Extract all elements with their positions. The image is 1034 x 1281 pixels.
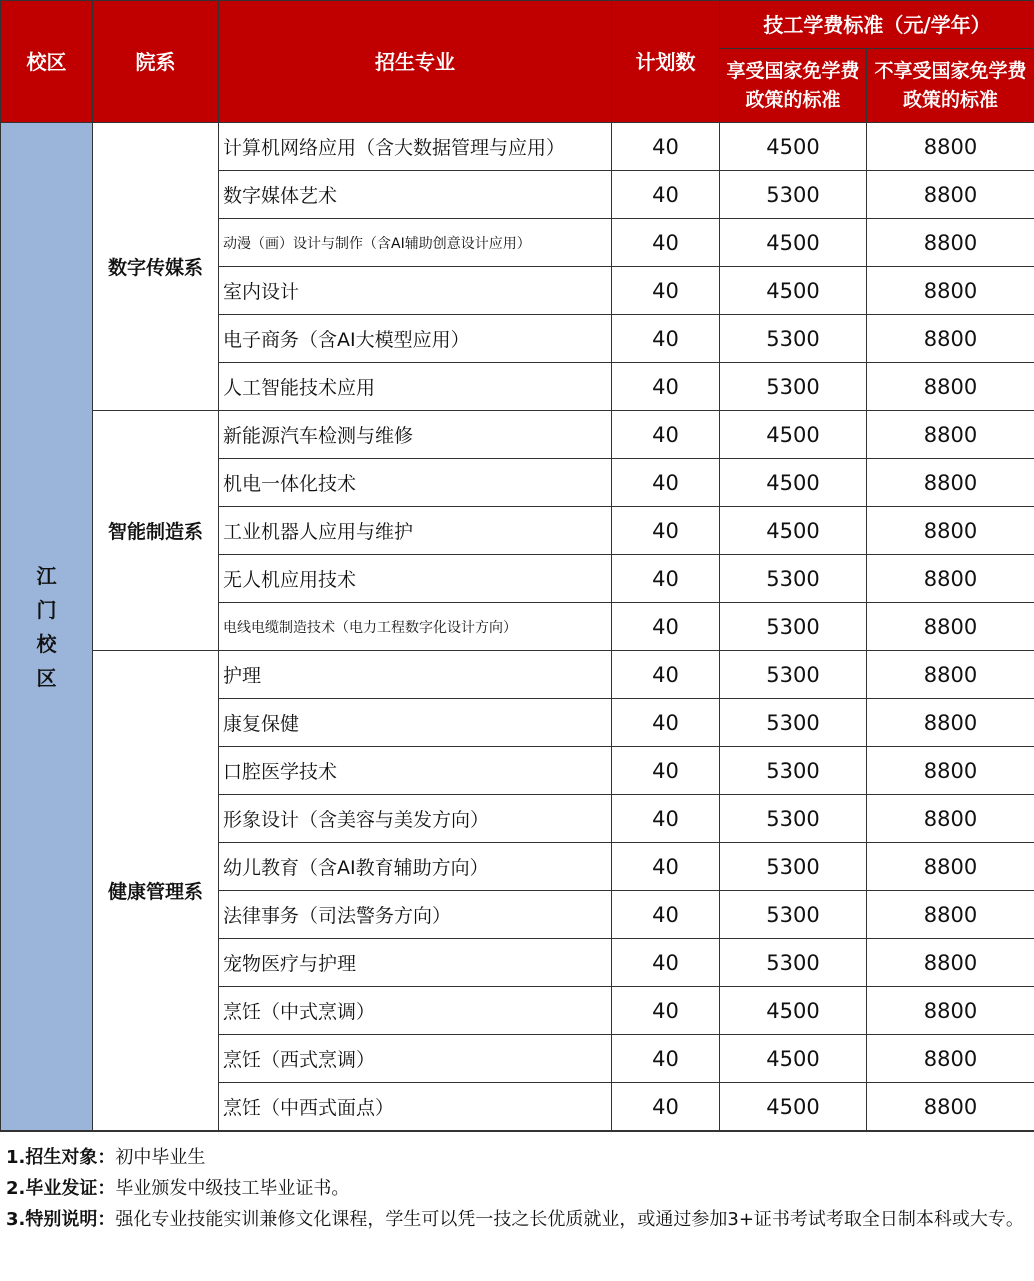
table-body (1, 123, 1034, 1131)
fee-not-exempt-cell: 8800 (867, 507, 1034, 555)
fee-not-exempt-cell: 8800 (867, 363, 1034, 411)
fee-not-exempt-cell: 8800 (867, 267, 1034, 315)
department-cell: 智能制造系 (93, 411, 219, 651)
plan-cell: 40 (612, 891, 720, 939)
note-text: 初中毕业生 (115, 1147, 206, 1168)
fee-not-exempt-cell: 8800 (867, 315, 1034, 363)
fee-exempt-cell: 4500 (720, 1083, 867, 1131)
major-cell: 法律事务（司法警务方向） (219, 891, 612, 939)
major-cell: 数字媒体艺术 (219, 171, 612, 219)
table-row (1, 411, 1034, 459)
plan-cell: 40 (612, 747, 720, 795)
header-major: 招生专业 (219, 1, 612, 123)
plan-cell: 40 (612, 987, 720, 1035)
plan-cell: 40 (612, 171, 720, 219)
plan-cell: 40 (612, 363, 720, 411)
fee-not-exempt-cell: 8800 (867, 123, 1034, 171)
fee-exempt-cell: 5300 (720, 171, 867, 219)
fee-not-exempt-cell: 8800 (867, 459, 1034, 507)
fee-exempt-cell: 5300 (720, 699, 867, 747)
fee-not-exempt-cell: 8800 (867, 987, 1034, 1035)
note-certificate (6, 1173, 1028, 1204)
major-cell: 电子商务（含AI大模型应用） (219, 315, 612, 363)
major-cell: 形象设计（含美容与美发方向） (219, 795, 612, 843)
fee-exempt-cell: 5300 (720, 939, 867, 987)
major-cell: 机电一体化技术 (219, 459, 612, 507)
major-cell: 烹饪（中西式面点） (219, 1083, 612, 1131)
fee-exempt-cell: 5300 (720, 843, 867, 891)
fee-not-exempt-cell: 8800 (867, 1035, 1034, 1083)
fee-not-exempt-cell: 8800 (867, 891, 1034, 939)
fee-not-exempt-cell: 8800 (867, 651, 1034, 699)
fee-exempt-cell: 5300 (720, 363, 867, 411)
plan-cell: 40 (612, 219, 720, 267)
plan-cell: 40 (612, 1035, 720, 1083)
plan-cell: 40 (612, 459, 720, 507)
major-cell: 护理 (219, 651, 612, 699)
major-cell: 烹饪（中式烹调） (219, 987, 612, 1035)
fee-exempt-cell: 5300 (720, 747, 867, 795)
note-label: 2.毕业发证： (6, 1178, 116, 1199)
fee-not-exempt-cell: 8800 (867, 219, 1034, 267)
fee-not-exempt-cell: 8800 (867, 939, 1034, 987)
note-label: 3.特别说明： (6, 1209, 116, 1230)
fee-exempt-cell: 4500 (720, 459, 867, 507)
note-target (6, 1142, 1028, 1173)
fee-exempt-cell: 4500 (720, 267, 867, 315)
major-cell: 人工智能技术应用 (219, 363, 612, 411)
notes-section (0, 1131, 1034, 1235)
plan-cell: 40 (612, 843, 720, 891)
campus-cell: 江 门 校 区 (1, 123, 93, 1131)
major-cell: 烹饪（西式烹调） (219, 1035, 612, 1083)
plan-cell: 40 (612, 315, 720, 363)
fee-not-exempt-cell: 8800 (867, 603, 1034, 651)
fee-exempt-cell: 5300 (720, 651, 867, 699)
major-cell: 室内设计 (219, 267, 612, 315)
department-cell: 数字传媒系 (93, 123, 219, 411)
fee-exempt-cell: 4500 (720, 411, 867, 459)
plan-cell: 40 (612, 267, 720, 315)
major-cell: 口腔医学技术 (219, 747, 612, 795)
note-text: 毕业颁发中级技工毕业证书。 (115, 1178, 350, 1199)
plan-cell: 40 (612, 411, 720, 459)
note-special (6, 1204, 1028, 1235)
major-cell: 工业机器人应用与维护 (219, 507, 612, 555)
fee-not-exempt-cell: 8800 (867, 411, 1034, 459)
table-row (1, 123, 1034, 171)
header-fee-not-exempt: 不享受国家免学费政策的标准 (867, 49, 1034, 123)
plan-cell: 40 (612, 603, 720, 651)
fee-not-exempt-cell: 8800 (867, 171, 1034, 219)
major-cell: 动漫（画）设计与制作（含AI辅助创意设计应用） (219, 219, 612, 267)
plan-cell: 40 (612, 1083, 720, 1131)
fee-not-exempt-cell: 8800 (867, 747, 1034, 795)
major-cell: 宠物医疗与护理 (219, 939, 612, 987)
fee-exempt-cell: 4500 (720, 1035, 867, 1083)
header-fee-exempt: 享受国家免学费政策的标准 (720, 49, 867, 123)
table-row (1, 651, 1034, 699)
header-fee-group: 技工学费标准（元/学年） (720, 1, 1034, 49)
major-cell: 无人机应用技术 (219, 555, 612, 603)
plan-cell: 40 (612, 939, 720, 987)
fee-not-exempt-cell: 8800 (867, 1083, 1034, 1131)
major-cell: 电线电缆制造技术（电力工程数字化设计方向） (219, 603, 612, 651)
plan-cell: 40 (612, 507, 720, 555)
header-department: 院系 (93, 1, 219, 123)
fee-exempt-cell: 4500 (720, 123, 867, 171)
fee-not-exempt-cell: 8800 (867, 843, 1034, 891)
fee-exempt-cell: 4500 (720, 219, 867, 267)
fee-exempt-cell: 5300 (720, 315, 867, 363)
fee-not-exempt-cell: 8800 (867, 795, 1034, 843)
fee-exempt-cell: 5300 (720, 603, 867, 651)
fee-exempt-cell: 5300 (720, 555, 867, 603)
fee-exempt-cell: 4500 (720, 507, 867, 555)
fee-exempt-cell: 5300 (720, 891, 867, 939)
note-label: 1.招生对象： (6, 1147, 116, 1168)
major-cell: 计算机网络应用（含大数据管理与应用） (219, 123, 612, 171)
fee-exempt-cell: 4500 (720, 987, 867, 1035)
fee-not-exempt-cell: 8800 (867, 555, 1034, 603)
fee-not-exempt-cell: 8800 (867, 699, 1034, 747)
note-text: 强化专业技能实训兼修文化课程，学生可以凭一技之长优质就业，或通过参加3+证书考试考取全日制本科或大专。 (115, 1209, 1024, 1230)
major-cell: 幼儿教育（含AI教育辅助方向） (219, 843, 612, 891)
plan-cell: 40 (612, 651, 720, 699)
major-cell: 新能源汽车检测与维修 (219, 411, 612, 459)
header-campus: 校区 (1, 1, 93, 123)
plan-cell: 40 (612, 699, 720, 747)
plan-cell: 40 (612, 795, 720, 843)
department-cell: 健康管理系 (93, 651, 219, 1131)
major-cell: 康复保健 (219, 699, 612, 747)
header-plan: 计划数 (612, 1, 720, 123)
plan-cell: 40 (612, 555, 720, 603)
fee-exempt-cell: 5300 (720, 795, 867, 843)
plan-cell: 40 (612, 123, 720, 171)
